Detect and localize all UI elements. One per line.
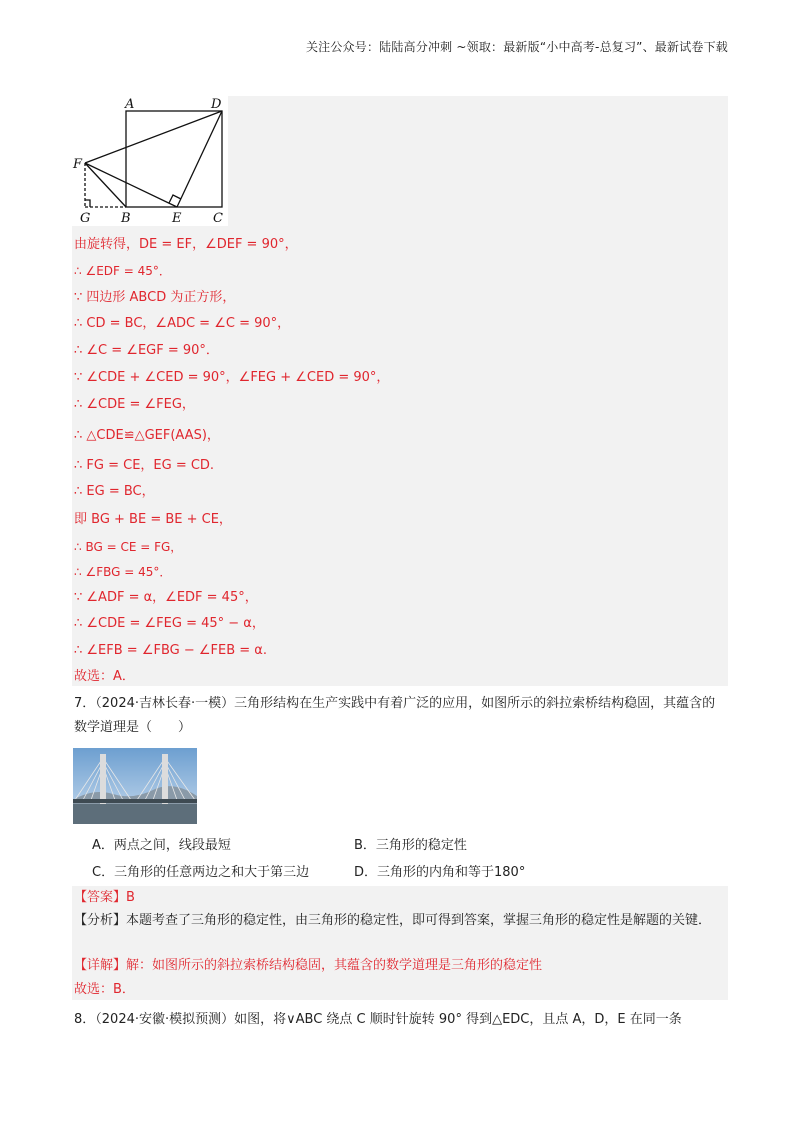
label-e: E — [172, 211, 182, 226]
label-a: A — [125, 97, 135, 112]
bridge-photo — [73, 748, 197, 824]
page-header: 关注公众号：陆陆高分冲刺 ~领取：最新版“小中高考-总复习”、最新试卷下载 — [305, 40, 728, 54]
answer-label: 【答案】B — [74, 890, 135, 905]
solution-line: ∵ ∠ADF = α，∠EDF = 45°， — [74, 590, 258, 605]
solution-line: ∴ ∠EDF = 45°． — [74, 264, 171, 278]
answer-block — [72, 886, 728, 1000]
question-8-stem: 8．（2024·安徽·模拟预测）如图，将∨ABC 绕点 C 顺时针旋转 90° 得到△EDC，且点 A，D，E 在同一条 — [74, 1012, 682, 1027]
solution-line: ∴ ∠CDE = ∠FEG = 45° − α， — [74, 616, 265, 631]
label-g: G — [80, 211, 91, 226]
label-c: C — [213, 211, 223, 226]
analysis-text: 【分析】本题考查了三角形的稳定性，由三角形的稳定性，即可得到答案，掌握三角形的稳定性是解题的关键． — [74, 913, 712, 928]
solution-line: ∵ ∠CDE + ∠CED = 90°，∠FEG + ∠CED = 90°， — [74, 370, 390, 385]
label-d: D — [211, 97, 222, 112]
option-d: D．三角形的内角和等于180° — [354, 865, 526, 880]
label-b: B — [121, 211, 131, 226]
solution-choice: 故选：A． — [74, 669, 135, 684]
solution-line: 即 BG + BE = BE + CE， — [74, 512, 232, 527]
solution-line: ∴ EG = BC， — [74, 484, 155, 499]
solution-line: ∴ FG = CE，EG = CD. — [74, 458, 215, 473]
solution-line: ∵ 四边形 ABCD 为正方形， — [74, 290, 236, 305]
solution-line: ∴ ∠CDE = ∠FEG， — [74, 397, 195, 412]
label-f: F — [73, 157, 83, 172]
solution-line: ∴ △CDE≌△GEF(AAS)， — [74, 428, 220, 443]
option-c: C．三角形的任意两边之和大于第三边 — [92, 865, 310, 880]
option-a: A．两点之间，线段最短 — [92, 838, 231, 853]
question-7-stem: 7．（2024·吉林长春·一模）三角形结构在生产实践中有着广泛的应用，如图所示的斜拉索桥结构稳固，其蕴含的数学道理是（ ） — [74, 696, 716, 735]
solution-line: ∴ ∠C = ∠EGF = 90°． — [74, 343, 219, 358]
solution-line: ∴ ∠FBG = 45°． — [74, 565, 172, 579]
solution-line: ∴ ∠EFB = ∠FBG − ∠FEB = α. — [74, 643, 268, 658]
geometry-figure — [72, 96, 228, 226]
option-b: B．三角形的稳定性 — [354, 838, 467, 853]
detail-text: 【详解】解：如图所示的斜拉索桥结构稳固，其蕴含的数学道理是三角形的稳定性 — [74, 958, 543, 973]
solution-line: ∴ CD = BC，∠ADC = ∠C = 90°， — [74, 316, 291, 331]
answer-choice: 故选：B． — [74, 982, 135, 997]
solution-line: 由旋转得，DE = EF，∠DEF = 90°， — [74, 237, 298, 252]
solution-line: ∴ BG = CE = FG， — [74, 540, 183, 554]
